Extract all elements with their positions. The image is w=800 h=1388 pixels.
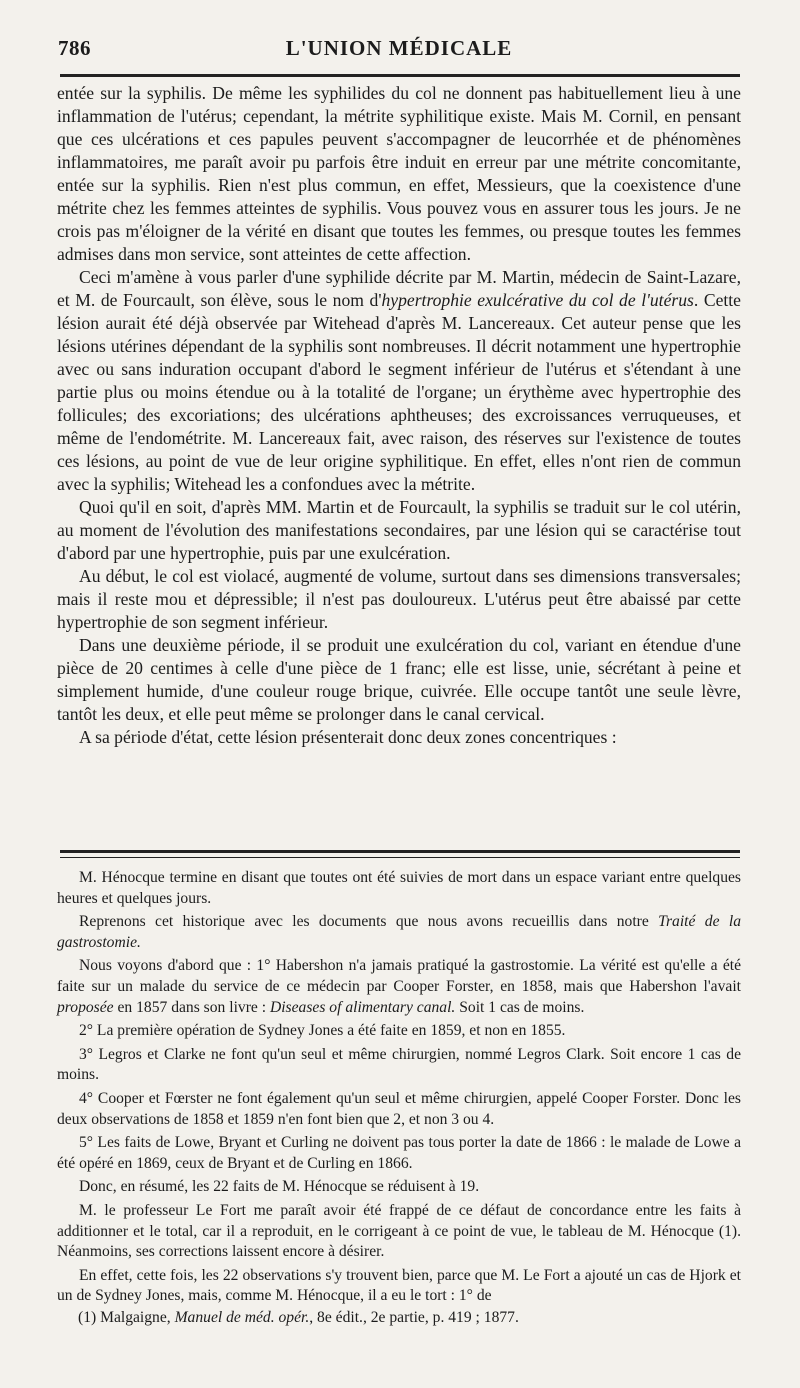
feuilleton-paragraph-2 bbox=[57, 912, 741, 953]
footnote-italic: Manuel de méd. opér. bbox=[174, 1309, 310, 1326]
footnote bbox=[78, 1308, 738, 1328]
page-number: 786 bbox=[58, 36, 91, 60]
header-rule bbox=[60, 74, 740, 77]
feuilleton-paragraph-3-italic-1: proposée bbox=[57, 998, 114, 1016]
main-paragraph-1: entée sur la syphilis. De même les syphilides du col ne donnent pas habituellement lieu à une inflammation de l'utérus; cependant, la métrite syphilitique existe. Mais M. Cornil, en pensant que ces ulcérations et ces papules peuvent s'accompagner de leucorrhée et de phénomènes inflammatoires, me paraît avoir pu parfois être induit en erreur par une métrite concomitante, entée sur la syphilis. Rien n'est plus commun, en effet, Messieurs, que la coexistence d'une métrite chez les femmes atteintes de syphilis. Vous pouvez vous en assurer tous les jours. Je ne crois pas m'éloigner de la vérité en disant que toutes les femmes, ou presque toutes les femmes admises dans mon service, sont atteintes de cette affection. bbox=[57, 83, 741, 264]
feuilleton-paragraph-3 bbox=[57, 956, 741, 1018]
feuilleton-paragraph-3-text-c: Soit 1 cas de moins. bbox=[455, 998, 585, 1016]
feuilleton-paragraph-3-text-a: Nous voyons d'abord que : 1° Habershon n'a jamais pratiqué la gastrostomie. La vérité est qu'elle a été faite sur un malade du service de ce médecin par Cooper Forster, en 1858, mais que Habershon l'avait bbox=[57, 957, 741, 995]
footnote-text-a: (1) Malgaigne, bbox=[78, 1309, 175, 1326]
feuilleton-paragraph-1: M. Hénocque termine en disant que toutes ont été suivies de mort dans un espace variant entre quelques heures et quelques jours. bbox=[57, 869, 741, 907]
feuilleton-paragraph-7: 5° Les faits de Lowe, Bryant et Curling ne doivent pas tous porter la date de 1866 : le malade de Lowe a été opéré en 1869, ceux de Bryant et de Curling en 1866. bbox=[57, 1134, 741, 1172]
page-header bbox=[58, 36, 740, 66]
feuilleton-separator bbox=[60, 850, 740, 858]
feuilleton-paragraph-9: M. le professeur Le Fort me paraît avoir été frappé de ce défaut de concordance entre les faits à additionner et le total, car il a reproduit, en le corrigeant à ce point de vue, le tableau de M. Hénocque (1). Néanmoins, ses corrections laissent encore à désirer. bbox=[57, 1201, 741, 1261]
feuilleton-paragraph-3-text-b: en 1857 dans son livre : bbox=[113, 998, 270, 1016]
feuilleton-paragraph-5: 3° Legros et Clarke ne font qu'un seul et même chirurgien, nommé Legros Clark. Soit encore 1 cas de moins. bbox=[57, 1045, 741, 1084]
main-paragraph-2-text-a: Ceci m'amène à vous parler d'une syphilide décrite par M. Martin, médecin de Saint-Lazare, et M. de Fourcault, son élève, sous le nom d' bbox=[57, 267, 741, 310]
feuilleton-paragraph-2-text: Reprenons cet historique avec les documents que nous avons recueillis dans notre bbox=[79, 913, 659, 931]
main-article bbox=[57, 82, 741, 749]
feuilleton-paragraph-10: En effet, cette fois, les 22 observations s'y trouvent bien, parce que M. Le Fort a ajouté un cas de Hjork et un de Sydney Jones, mais, comme M. Hénocque, il a eu le tort : 1° de bbox=[57, 1266, 741, 1305]
main-paragraph-4: Au début, le col est violacé, augmenté de volume, surtout dans ses dimensions transversales; mais il reste mou et dépressible; il n'est pas douloureux. L'utérus peut être abaissé par cette hypertrophie de son segment inférieur. bbox=[57, 566, 741, 632]
feuilleton-paragraph-3-italic-2: Diseases of alimentary canal. bbox=[269, 998, 456, 1016]
feuilleton-section bbox=[57, 868, 741, 1310]
footnote-text-b: , 8e édit., 2e partie, p. 419 ; 1877. bbox=[309, 1309, 519, 1326]
main-paragraph-2 bbox=[57, 266, 741, 496]
feuilleton-paragraph-6: 4° Cooper et Fœrster ne font également qu'un seul et même chirurgien, appelé Cooper Forster. Donc les deux observations de 1858 et 1859 n'en font bien que 2, et non 3 ou 4. bbox=[57, 1089, 741, 1128]
feuilleton-paragraph-2-italic: Traité de la gastrostomie. bbox=[57, 913, 741, 951]
feuilleton-paragraph-8: Donc, en résumé, les 22 faits de M. Hénocque se réduisent à 19. bbox=[79, 1178, 480, 1196]
journal-title: L'UNION MÉDICALE bbox=[285, 36, 513, 60]
main-paragraph-2-text-b: . Cette lésion aurait été déjà observée par Witehead d'après M. Lancereaux. Cet auteur pense que les lésions utérines dépendant de la syphilis sont nombreuses. Il décrit notamment une hypertrophie avec ou sans induration occupant d'abord le segment inférieur de l'utérus et s'étendant à une partie plus ou moins étendue ou à la totalité de l'organe; un érythème avec hypertrophie des follicules; des excoriations; des ulcérations aphtheuses; des excroissances verruqueuses, et même de l'endométrite. M. Lancereaux fait, avec raison, des réserves sur l'existence de toutes ces lésions, au point de vue de leur origine syphilitique. En effet, elles n'ont rien de commun avec la syphilis; Witehead les a confondues avec la métrite. bbox=[57, 290, 741, 494]
main-paragraph-5: Dans une deuxième période, il se produit une exulcération du col, variant en étendue d'une pièce de 20 centimes à celle d'une pièce de 1 franc; elle est lisse, unie, sécrétant à peine et simplement humide, d'une couleur rouge brique, cuivrée. Elle occupe tantôt une seule lèvre, tantôt les deux, et elle peut même se prolonger dans le canal cervical. bbox=[57, 635, 741, 724]
main-paragraph-2-italic: hypertrophie exulcérative du col de l'utérus bbox=[381, 290, 694, 310]
main-paragraph-3: Quoi qu'il en soit, d'après MM. Martin et de Fourcault, la syphilis se traduit sur le col utérin, au moment de l'évolution des manifestations secondaires, par une lésion qui se caractérise tout d'abord par une hypertrophie, puis par une exulcération. bbox=[57, 497, 741, 563]
feuilleton-paragraph-4: 2° La première opération de Sydney Jones a été faite en 1859, et non en 1855. bbox=[79, 1022, 566, 1040]
main-paragraph-6: A sa période d'état, cette lésion présenterait donc deux zones concentriques : bbox=[79, 727, 617, 747]
